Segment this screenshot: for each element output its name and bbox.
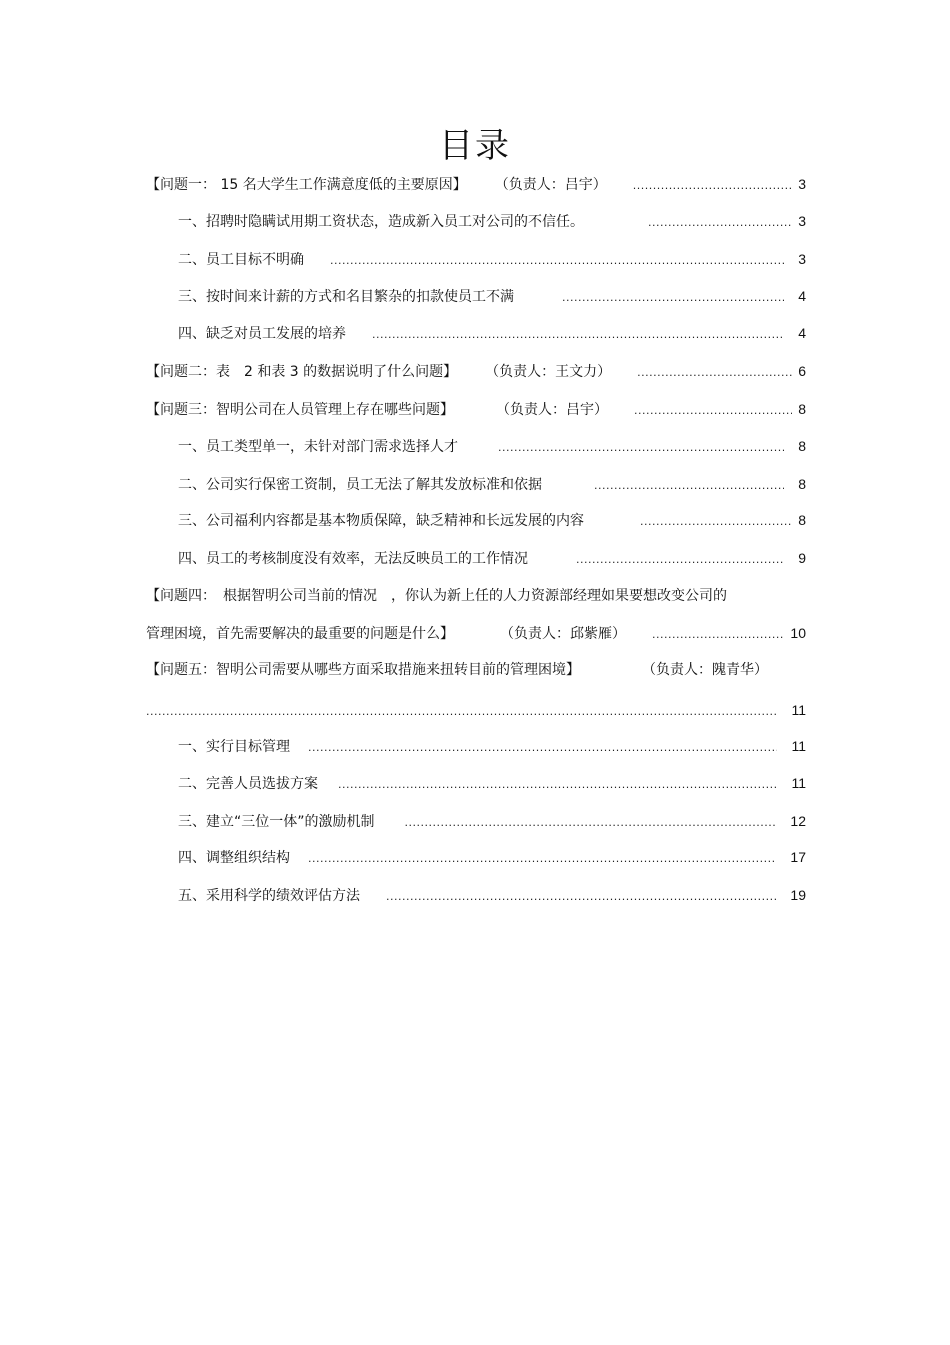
toc-entry[interactable]	[146, 621, 806, 645]
toc-entry[interactable]	[178, 771, 806, 795]
toc-entry-text: 一、招聘时隐瞒试用期工资状态，造成新入员工对公司的不信任。	[178, 214, 584, 230]
toc-entry-page: 4	[798, 325, 806, 341]
toc-entry[interactable]	[178, 883, 806, 907]
toc-entry-text: 二、公司实行保密工资制，员工无法了解其发放标准和依据	[178, 477, 542, 493]
toc-entry[interactable]	[146, 397, 806, 421]
leader-dots	[338, 773, 777, 797]
toc-entry-page: 8	[798, 476, 806, 492]
toc-entry[interactable]	[178, 734, 806, 758]
toc-entry[interactable]	[178, 434, 806, 458]
toc-entry-page: 8	[798, 401, 806, 417]
toc-entry-text: 【问题二：表 2 和表 3 的数据说明了什么问题】	[146, 364, 458, 380]
leader-dots	[146, 700, 777, 724]
leader-dots	[308, 847, 776, 871]
toc-entry-text: 一、员工类型单一，未针对部门需求选择人才	[178, 439, 458, 455]
toc-entry-text: 三、建立“三位一体”的激励机制	[178, 814, 375, 830]
toc-entry-text: 二、员工目标不明确	[178, 252, 304, 268]
toc-entry-page: 17	[790, 849, 806, 865]
leader-dots	[576, 548, 784, 572]
leader-dots	[594, 474, 784, 498]
toc-entry[interactable]	[178, 508, 806, 532]
toc-title: 目录	[439, 126, 511, 166]
leader-dots	[372, 323, 784, 347]
toc-entry[interactable]	[178, 809, 806, 833]
toc-entry-page: 8	[798, 438, 806, 454]
leader-dots	[633, 174, 792, 198]
toc-entry-text: 五、采用科学的绩效评估方法	[178, 888, 360, 904]
toc-entry-page: 8	[798, 512, 806, 528]
leader-dots	[634, 399, 792, 423]
toc-entry[interactable]	[178, 546, 806, 570]
toc-entry-responsible: （负责人：邱紫雁）	[500, 626, 626, 642]
toc-entry-page: 4	[798, 288, 806, 304]
leader-dots	[562, 286, 784, 310]
toc-entry-responsible: （负责人：隗青华）	[642, 662, 768, 678]
toc-entry-page: 11	[791, 702, 806, 718]
toc-entry-text: 四、员工的考核制度没有效率，无法反映员工的工作情况	[178, 551, 528, 567]
toc-entry[interactable]	[178, 321, 806, 345]
toc-entry-page: 3	[798, 213, 806, 229]
toc-entry-responsible: （负责人：吕宇）	[496, 402, 608, 418]
toc-entry-page: 11	[791, 738, 806, 754]
toc-entry[interactable]	[178, 472, 806, 496]
toc-entry-page: 6	[798, 363, 806, 379]
toc-entry-text: 三、公司福利内容都是基本物质保障，缺乏精神和长远发展的内容	[178, 513, 584, 529]
toc-entry-text: 一、实行目标管理	[178, 739, 290, 755]
leader-dots	[648, 211, 792, 235]
toc-entry-page: 3	[798, 176, 806, 192]
toc-entry-page: 3	[798, 251, 806, 267]
leader-dots	[386, 885, 776, 909]
leader-dots	[498, 436, 784, 460]
toc-entry-responsible: （负责人：吕宇）	[494, 177, 607, 193]
toc-entry[interactable]	[178, 845, 806, 869]
leader-dots	[308, 736, 777, 760]
toc-entry[interactable]	[178, 209, 806, 233]
toc-entry-page: 11	[791, 775, 806, 791]
toc-entry-page: 9	[798, 550, 806, 566]
toc-entry[interactable]	[146, 172, 806, 196]
toc-entry-text: 四、缺乏对员工发展的培养	[178, 326, 346, 342]
toc-entry-responsible: （负责人：王文力）	[485, 364, 612, 380]
toc-entry[interactable]	[146, 698, 806, 722]
toc-entry-text: 三、按时间来计薪的方式和名目繁杂的扣款使员工不满	[178, 289, 514, 305]
toc-entry[interactable]	[146, 359, 806, 383]
toc-entry-page: 19	[790, 887, 806, 903]
leader-dots	[652, 623, 784, 647]
toc-entry-text: 【问题一： 15 名大学生工作满意度低的主要原因】	[146, 177, 467, 193]
toc-entry-text: 二、完善人员选拔方案	[178, 776, 318, 792]
toc-entry-text: 四、调整组织结构	[178, 850, 290, 866]
toc-entry[interactable]	[146, 658, 806, 682]
toc-entry-text[interactable]: 【问题四： 根据智明公司当前的情况 ，你认为新上任的人力资源部经理如果要想改变公司的	[146, 588, 727, 604]
toc-entry[interactable]	[178, 247, 806, 271]
leader-dots	[637, 361, 792, 385]
toc-entry-text: 【问题三：智明公司在人员管理上存在哪些问题】	[146, 402, 454, 418]
leader-dots	[405, 811, 777, 835]
toc-entry-page: 12	[790, 813, 806, 829]
leader-dots	[640, 510, 792, 534]
toc-entry-page: 10	[790, 625, 806, 641]
toc-entry-text: 【问题五：智明公司需要从哪些方面采取措施来扭转目前的管理困境】	[146, 662, 580, 678]
toc-entry-text: 管理困境，首先需要解决的最重要的问题是什么】	[146, 626, 454, 642]
leader-dots	[330, 249, 784, 273]
toc-entry[interactable]	[178, 284, 806, 308]
